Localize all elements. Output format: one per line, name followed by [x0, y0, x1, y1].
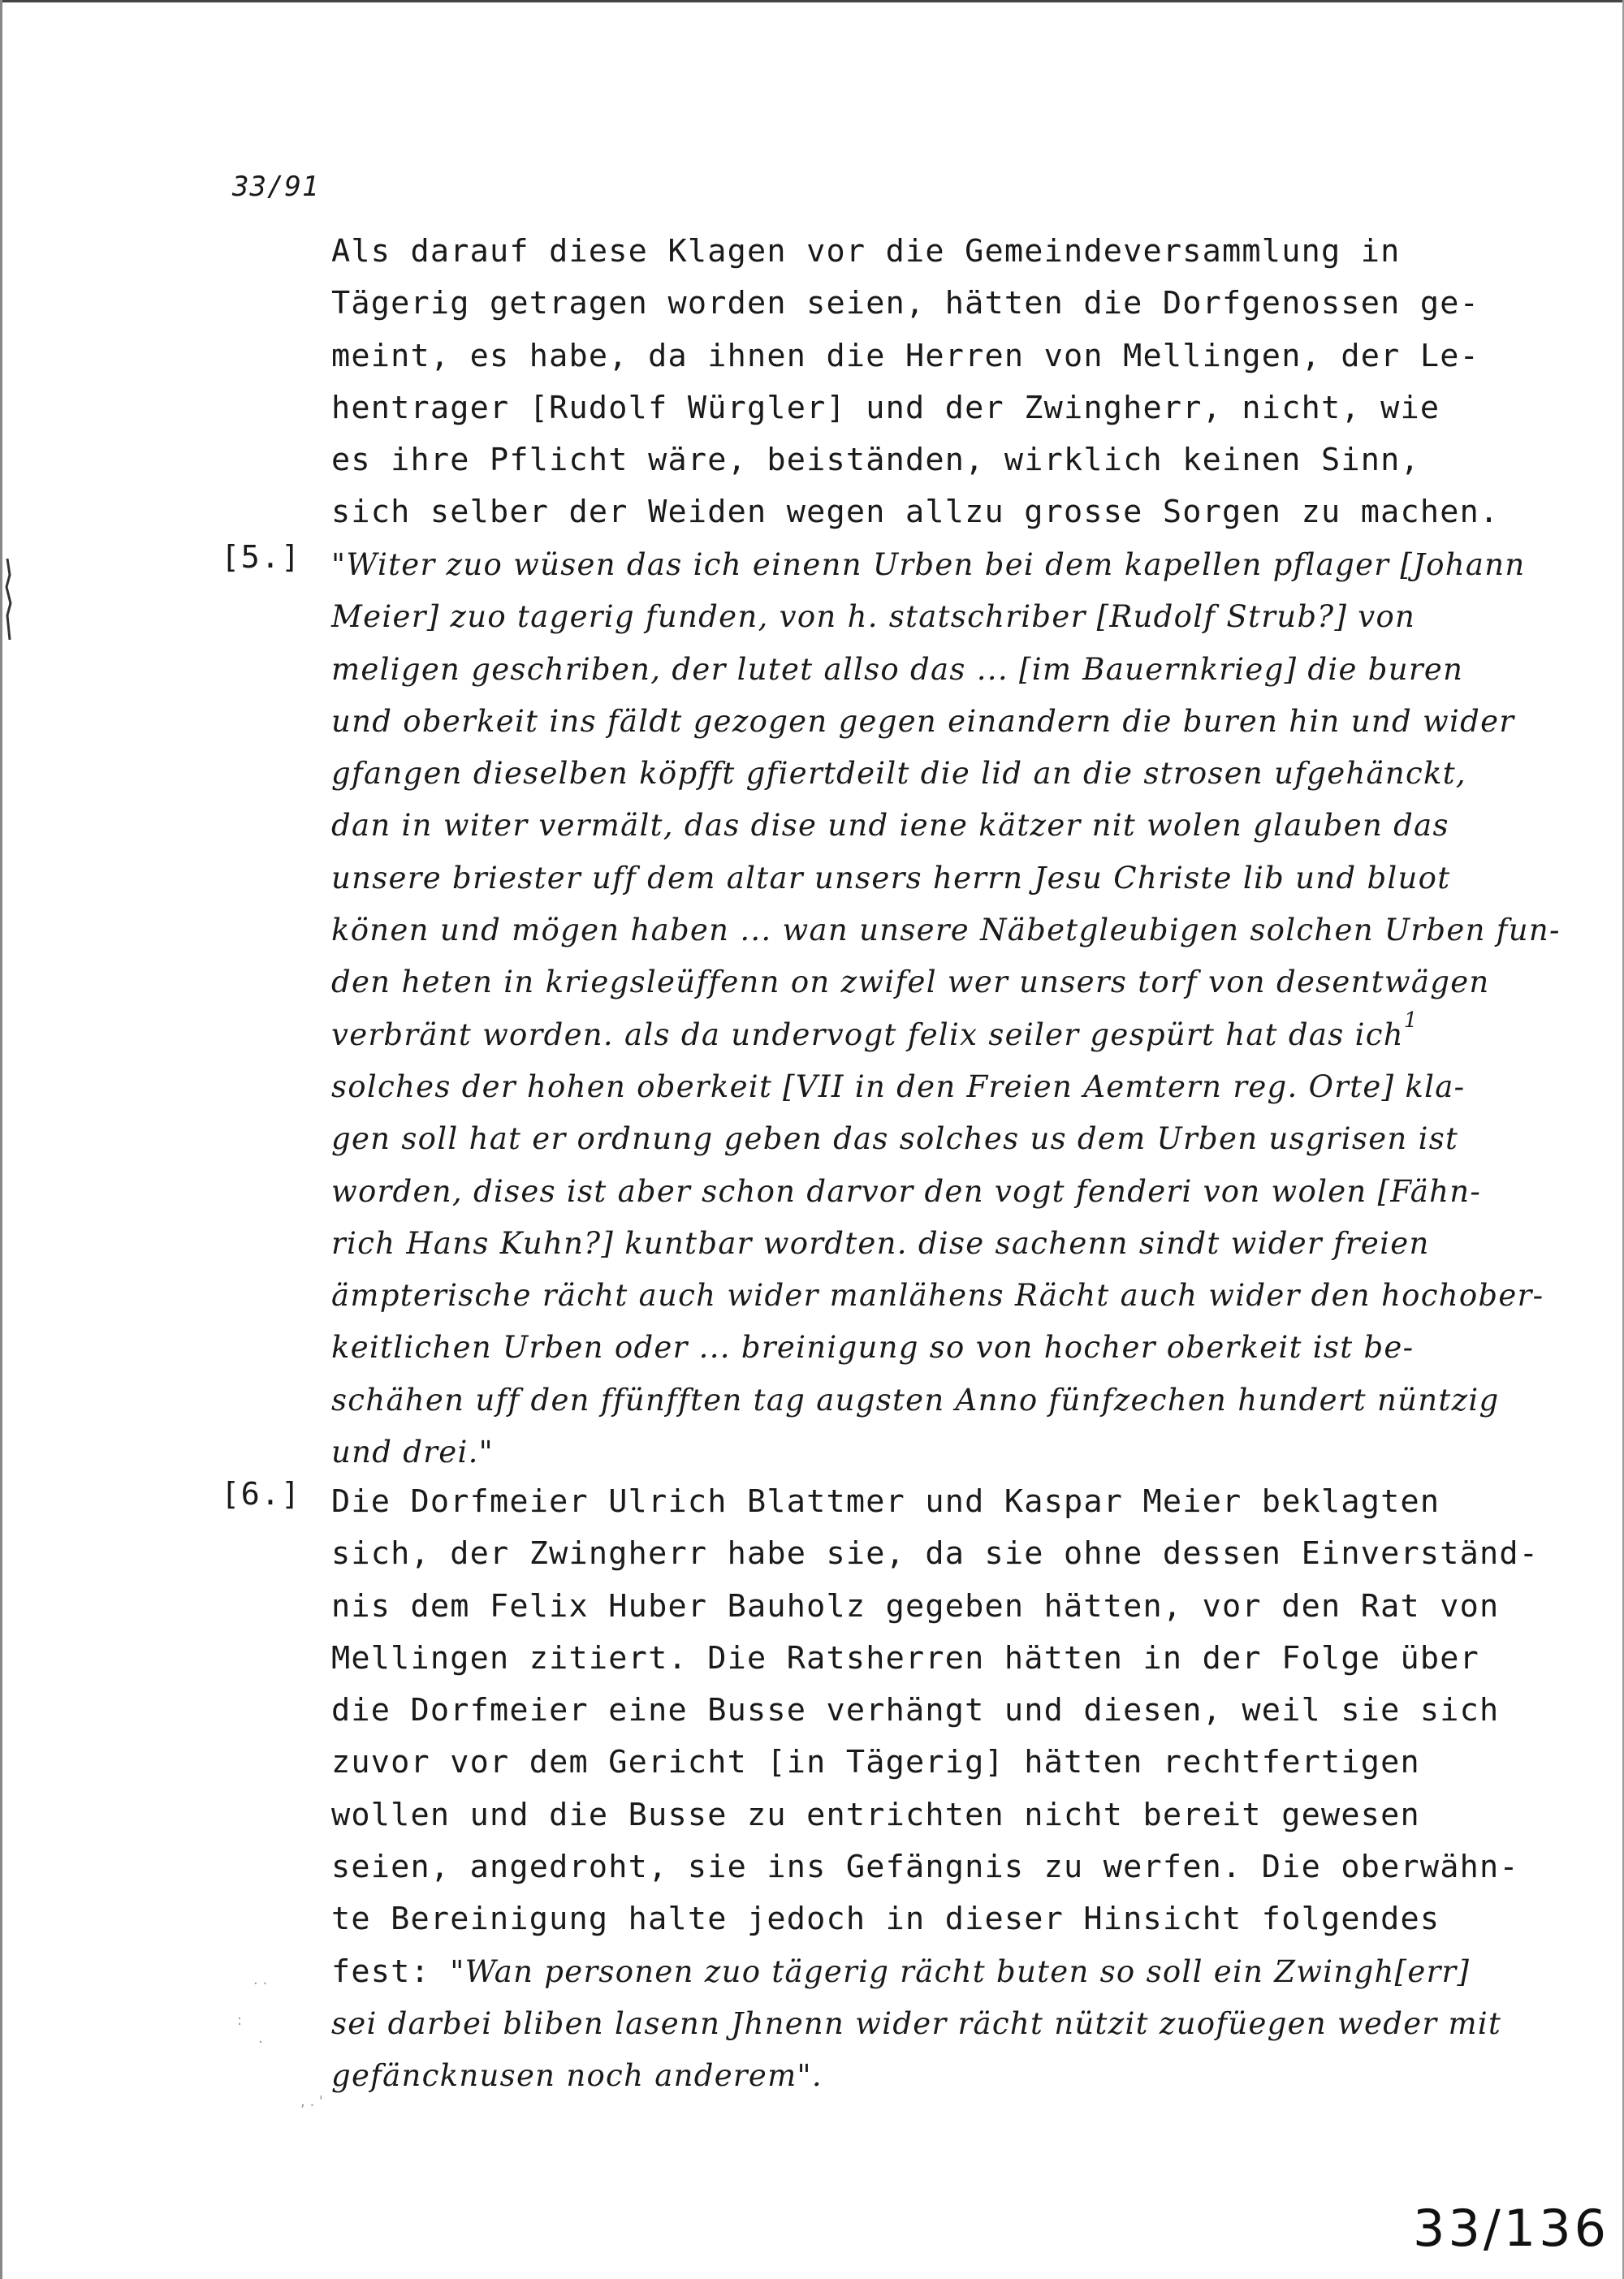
scan-speck: . — [258, 2030, 263, 2047]
quote-line: meligen geschriben, der lutet allso das ... [im Bauernkrieg] die buren — [331, 651, 1464, 687]
section-5-marker: [5.] — [221, 539, 301, 576]
scan-speck: , . ' — [300, 2093, 323, 2110]
footnote-reference: 1 — [1403, 1008, 1419, 1033]
paragraph-line: seien, angedroht, sie ins Gefängnis zu werfen. Die oberwähn- — [331, 1849, 1519, 1886]
quote-line: worden, dises ist aber schon darvor den vogt fenderi von wolen [Fähn- — [331, 1173, 1482, 1209]
quote-line: Meier] zuo tagerig funden, von h. statschriber [Rudolf Strub?] von — [331, 599, 1416, 635]
quote-line: gefäncknusen noch anderem". — [331, 2058, 823, 2094]
quote-line-with-footnote — [331, 1009, 1557, 1061]
paragraph-line: Die Dorfmeier Ulrich Blattmer und Kaspar Meier beklagten — [331, 1483, 1440, 1520]
quote-line: dan in witer vermält, das dise und iene kätzer nit wolen glauben das — [331, 808, 1449, 844]
section-6-marker: [6.] — [221, 1476, 301, 1513]
scan-speck: : — [237, 2012, 243, 2029]
scan-speck: . . — [253, 1971, 268, 1988]
quote-line: gen soll hat er ordnung geben das solches us dem Urben usgrisen ist — [331, 1121, 1459, 1157]
quote-line: solches der hohen oberkeit [VII in den Freien Aemtern reg. Orte] kla- — [331, 1068, 1466, 1104]
section-6-paragraph — [331, 1476, 1557, 2103]
margin-mark — [5, 559, 13, 640]
quote-line: gfangen dieselben köpfft gfiertdeilt die lid an die strosen ufgehänckt, — [331, 756, 1466, 792]
intro-line: sich selber der Weiden wegen allzu grosse Sorgen zu machen. — [331, 494, 1500, 531]
quote-line: ämpterische rächt auch wider manlähens Rächt auch wider den hochober- — [331, 1278, 1544, 1314]
quote-line: den heten in kriegsleüffenn on zwifel wer unsers torf von desentwägen — [331, 965, 1490, 1000]
quote-lead: fest: — [331, 1953, 451, 1990]
paragraph-line: te Bereinigung halte jedoch in dieser Hinsicht folgendes — [331, 1901, 1440, 1938]
intro-line: hentrager [Rudolf Würgler] und der Zwingherr, nicht, wie — [331, 389, 1440, 426]
paragraph-line: nis dem Felix Huber Bauholz gegeben hätten, vor den Rat von — [331, 1587, 1500, 1625]
handwritten-folio-number: 33/136 — [1413, 2199, 1610, 2258]
intro-paragraph — [331, 226, 1557, 539]
quote-text: "Wan personen zuo tägerig rächt buten so soll ein Zwingh[err] — [450, 1953, 1471, 1989]
quote-line: unsere briester uff dem altar unsers herrn Jesu Christe lib und bluot — [331, 860, 1451, 896]
paragraph-line: wollen und die Busse zu entrichten nicht bereit gewesen — [331, 1796, 1420, 1833]
quote-line: schähen uff den ffünfften tag augsten Anno fünfzechen hundert nüntzig — [331, 1382, 1500, 1418]
page-left-edge — [0, 0, 2, 2279]
page-number: 33/91 — [232, 170, 320, 203]
quote-line-text: verbränt worden. als da undervogt felix seiler gespürt hat das ich — [331, 1016, 1404, 1052]
page-top-edge — [0, 0, 1624, 2]
quote-line: und oberkeit ins fäldt gezogen gegen einandern die buren hin und wider — [331, 703, 1515, 739]
intro-line: Als darauf diese Klagen vor die Gemeindeversammlung in — [331, 233, 1401, 270]
quote-intro-line — [331, 1946, 1557, 1998]
intro-line: Tägerig getragen worden seien, hätten die Dorfgenossen ge- — [331, 285, 1479, 322]
section-5-quote — [331, 539, 1561, 1478]
quote-line: rich Hans Kuhn?] kuntbar wordten. dise sachenn sindt wider freien — [331, 1225, 1430, 1261]
paragraph-line: sich, der Zwingherr habe sie, da sie ohne dessen Einverständ- — [331, 1535, 1540, 1573]
paragraph-line: zuvor vor dem Gericht [in Tägerig] hätten rechtfertigen — [331, 1744, 1420, 1781]
paragraph-line: die Dorfmeier eine Busse verhängt und diesen, weil sie sich — [331, 1692, 1500, 1729]
quote-line: sei darbei bliben lasenn Jhnenn wider rächt nützit zuofüegen weder mit — [331, 2005, 1502, 2041]
intro-line: es ihre Pflicht wäre, beiständen, wirklich keinen Sinn, — [331, 442, 1420, 479]
quote-line: "Witer zuo wüsen das ich einenn Urben bei dem kapellen pflager [Johann — [331, 547, 1526, 582]
quote-line: könen und mögen haben ... wan unsere Näbetgleubigen solchen Urben fun- — [331, 913, 1561, 948]
quote-line: keitlichen Urben oder ... breinigung so von hocher oberkeit ist be- — [331, 1330, 1415, 1366]
quote-line: und drei." — [331, 1435, 494, 1470]
intro-line: meint, es habe, da ihnen die Herren von Mellingen, der Le- — [331, 337, 1479, 374]
paragraph-line: Mellingen zitiert. Die Ratsherren hätten in der Folge über — [331, 1639, 1479, 1677]
